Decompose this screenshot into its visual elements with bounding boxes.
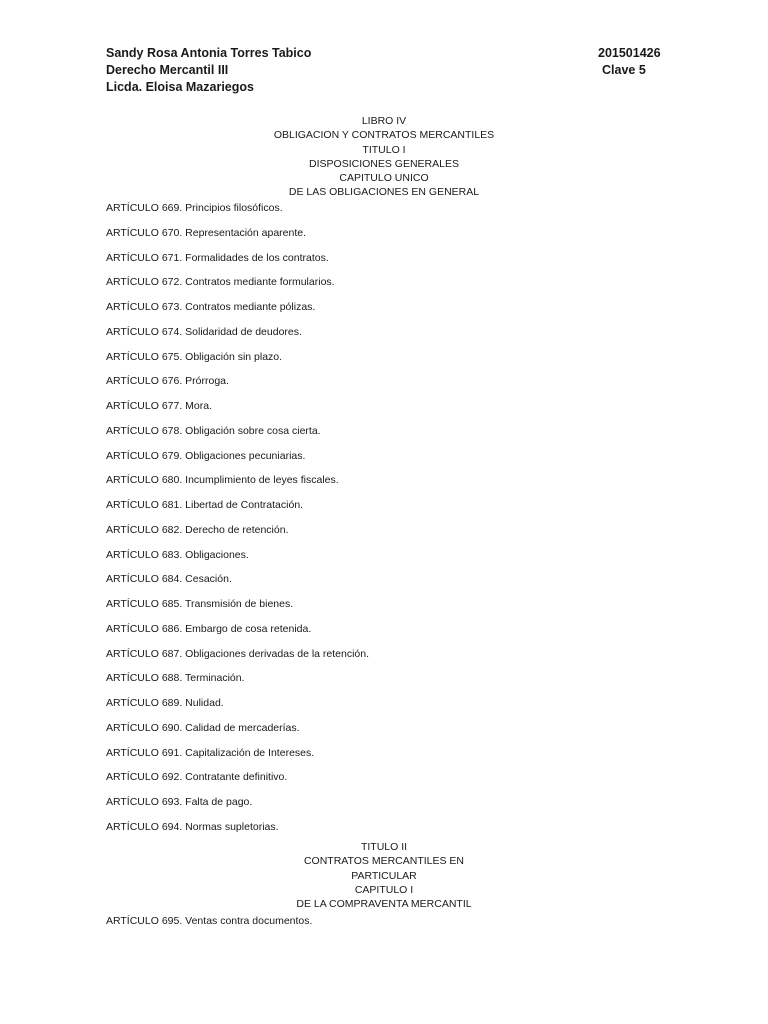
- article-item: ARTÍCULO 690. Calidad de mercaderías.: [106, 721, 300, 734]
- heading-capitulo-name: DE LAS OBLIGACIONES EN GENERAL: [288, 186, 480, 199]
- heading-capitulo-1-name: DE LA COMPRAVENTA MERCANTIL: [296, 898, 472, 911]
- article-item: ARTÍCULO 689. Nulidad.: [106, 697, 224, 709]
- article-item: ARTÍCULO 670. Representación aparente.: [106, 226, 307, 239]
- heading-capitulo-1: CAPITULO I: [354, 883, 414, 896]
- article-item: ARTÍCULO 678. Obligación sobre cosa cierta.: [106, 424, 321, 437]
- heading-titulo-2-name-line1: CONTRATOS MERCANTILES EN: [303, 855, 465, 868]
- article-item: ARTÍCULO 686. Embargo de cosa retenida.: [106, 622, 312, 635]
- student-id: 201501426: [598, 46, 661, 60]
- article-item: ARTÍCULO 693. Falta de pago.: [106, 796, 253, 808]
- article-item: ARTÍCULO 675. Obligación sin plazo.: [106, 350, 283, 363]
- article-item: ARTÍCULO 669. Principios filosóficos.: [106, 202, 283, 214]
- article-item: ARTÍCULO 687. Obligaciones derivadas de la retención.: [106, 647, 370, 660]
- article-item: ARTÍCULO 672. Contratos mediante formularios.: [106, 276, 335, 289]
- article-item: ARTÍCULO 695. Ventas contra documentos.: [106, 915, 313, 927]
- article-item: ARTÍCULO 694. Normas supletorias.: [106, 820, 279, 833]
- article-item: ARTÍCULO 682. Derecho de retención.: [106, 523, 289, 536]
- article-item: ARTÍCULO 691. Capitalización de Intereses.: [106, 746, 315, 759]
- student-name: Sandy Rosa Antonia Torres Tabico: [106, 46, 312, 60]
- heading-titulo-2-name-line2: PARTICULAR: [351, 869, 417, 882]
- article-item: ARTÍCULO 681. Libertad de Contratación.: [106, 499, 304, 511]
- heading-libro: LIBRO IV: [361, 115, 407, 127]
- article-item: ARTÍCULO 688. Terminación.: [106, 672, 245, 685]
- course-name: Derecho Mercantil III: [106, 63, 229, 77]
- article-list: [106, 201, 369, 845]
- heading-titulo-name: DISPOSICIONES GENERALES: [309, 157, 459, 170]
- heading-book-title: OBLIGACION Y CONTRATOS MERCANTILES: [273, 129, 495, 142]
- article-item: ARTÍCULO 679. Obligaciones pecuniarias.: [106, 449, 306, 462]
- section1-headings: [106, 114, 662, 200]
- author-block: [106, 45, 311, 96]
- section2-headings: [106, 840, 662, 911]
- article-item: ARTÍCULO 683. Obligaciones.: [106, 548, 249, 561]
- article-item: ARTÍCULO 677. Mora.: [106, 400, 213, 412]
- teacher-name: Licda. Eloisa Mazariegos: [106, 80, 254, 94]
- article-item: ARTÍCULO 671. Formalidades de los contratos.: [106, 251, 329, 264]
- article-item: ARTÍCULO 692. Contratante definitivo.: [106, 771, 288, 784]
- article-item: ARTÍCULO 680. Incumplimiento de leyes fiscales.: [106, 474, 339, 487]
- heading-titulo: TITULO I: [362, 143, 406, 156]
- article-item: ARTÍCULO 674. Solidaridad de deudores.: [106, 325, 302, 338]
- article-item: ARTÍCULO 673. Contratos mediante pólizas.: [106, 301, 316, 313]
- id-block: [598, 45, 661, 79]
- article-item: ARTÍCULO 684. Cesación.: [106, 573, 232, 586]
- clave-number: Clave 5: [602, 63, 646, 77]
- heading-capitulo: CAPITULO UNICO: [339, 172, 429, 185]
- heading-titulo-2: TITULO II: [360, 841, 408, 853]
- article-item: ARTÍCULO 685. Transmisión de bienes.: [106, 598, 294, 610]
- article-item: ARTÍCULO 676. Prórroga.: [106, 375, 229, 388]
